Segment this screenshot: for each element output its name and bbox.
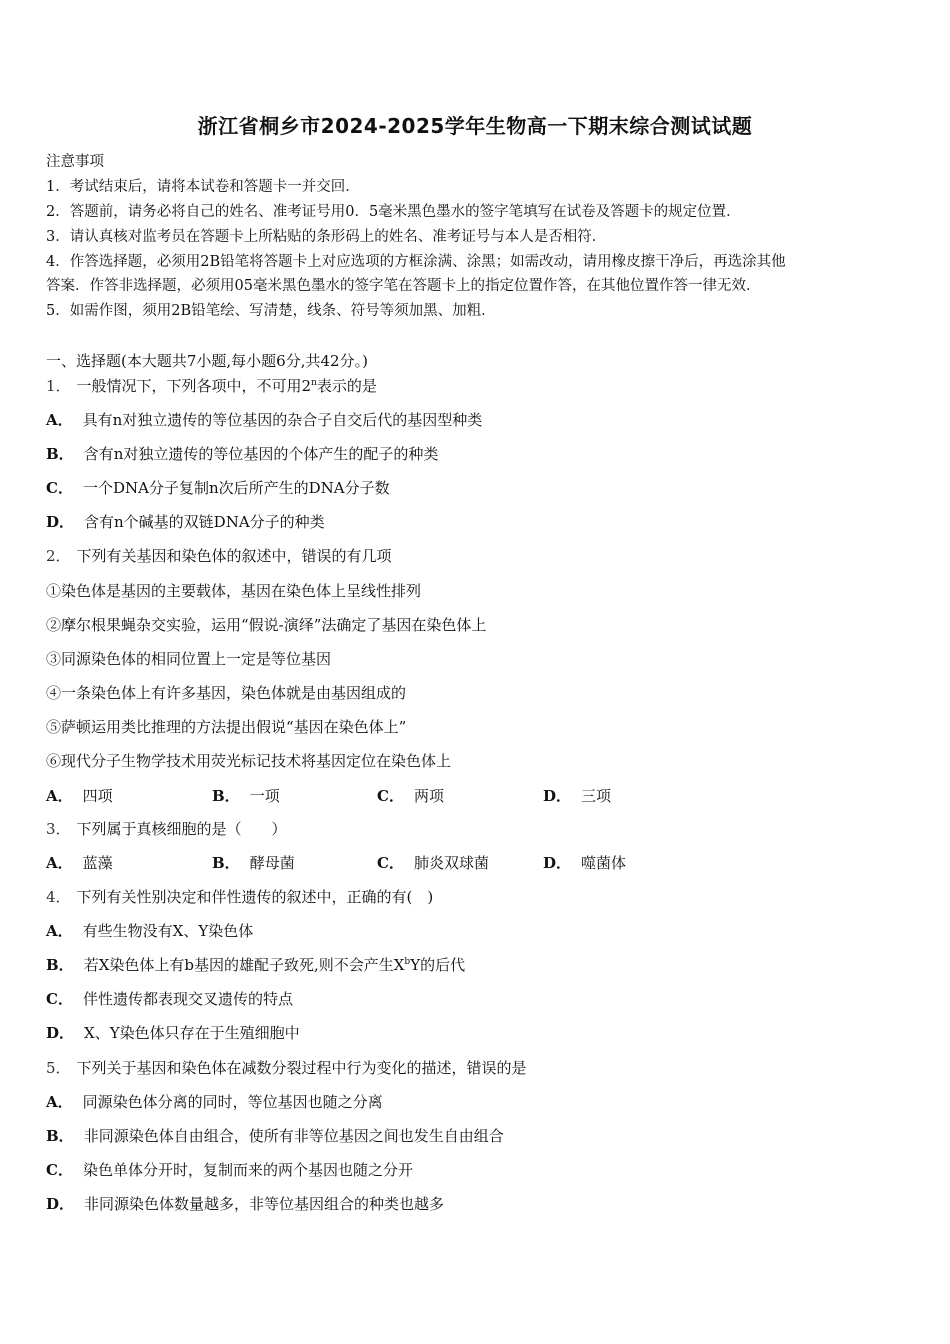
- question-2-option-b[interactable]: [212, 786, 280, 806]
- option-text: 四项: [82, 787, 113, 805]
- option-label: D．: [46, 1024, 75, 1042]
- option-label: A．: [46, 1093, 73, 1111]
- question-4-option-d[interactable]: [46, 1023, 300, 1043]
- question-2-option-c[interactable]: [377, 786, 444, 806]
- option-label: B．: [46, 1127, 74, 1145]
- option-text: 非同源染色体自由组合，使所有非等位基因之间也发生自由组合: [83, 1127, 504, 1145]
- question-3-option-d[interactable]: [543, 853, 626, 873]
- option-label: A．: [46, 411, 73, 429]
- section-heading: 一、选择题(本大题共7小题,每小题6分,共42分。): [46, 352, 368, 370]
- option-label: A．: [46, 854, 73, 872]
- question-2-option-d[interactable]: [543, 786, 611, 806]
- option-label: A．: [46, 787, 73, 805]
- option-text: 噬菌体: [581, 854, 627, 872]
- question-5-stem: [46, 1058, 527, 1078]
- question-number: 3．: [46, 820, 71, 838]
- question-5-option-c[interactable]: [46, 1160, 413, 1180]
- notice-item: 5．如需作图，须用2B铅笔绘、写清楚，线条、符号等须加黑、加粗．: [46, 303, 496, 319]
- option-text: 一项: [249, 787, 280, 805]
- option-label: B．: [212, 854, 240, 872]
- statement: ⑥现代分子生物学技术用荧光标记技术将基因定位在染色体上: [46, 752, 452, 770]
- question-number: 2．: [46, 547, 71, 565]
- option-label: D．: [46, 513, 75, 531]
- option-text: Y的后代: [410, 956, 466, 974]
- option-text: 含有n个碱基的双链DNA分子的种类: [84, 513, 325, 531]
- question-3-option-b[interactable]: [212, 853, 295, 873]
- question-text: 下列关于基因和染色体在减数分裂过程中行为变化的描述，错误的是: [76, 1059, 527, 1077]
- question-text: 下列属于真核细胞的是（ ）: [76, 820, 287, 838]
- option-text: 蓝藻: [82, 854, 113, 872]
- question-5-option-b[interactable]: [46, 1126, 504, 1146]
- question-text: 一般情况下，下列各项中，不可用2: [76, 377, 312, 395]
- option-text: 伴性遗传都表现交叉遗传的特点: [82, 990, 293, 1008]
- option-label: B．: [46, 956, 74, 974]
- option-text: 一个DNA分子复制n次后所产生的DNA分子数: [82, 479, 390, 497]
- question-4-option-b[interactable]: [46, 955, 465, 975]
- option-text: 同源染色体分离的同时，等位基因也随之分离: [82, 1093, 383, 1111]
- question-number: 5．: [46, 1059, 71, 1077]
- option-text: 若X染色体上有b基因的雄配子致死,则不会产生X: [83, 956, 405, 974]
- question-1-option-c[interactable]: [46, 478, 390, 498]
- notice-item: 2．答题前，请务必将自己的姓名、准考证号用0．5毫米黑色墨水的签字笔填写在试卷及答题卡的规定位置．: [46, 204, 741, 220]
- option-label: C．: [377, 854, 404, 872]
- question-1-option-a[interactable]: [46, 410, 482, 430]
- statement: ④一条染色体上有许多基因，染色体就是由基因组成的: [46, 684, 407, 702]
- question-1-option-d[interactable]: [46, 512, 325, 532]
- page-title: 浙江省桐乡市2024-2025学年生物高一下期末综合测试试题: [197, 114, 753, 138]
- question-number: 1．: [46, 377, 71, 395]
- option-label: D．: [46, 1195, 75, 1213]
- notice-item: 3．请认真核对监考员在答题卡上所粘贴的条形码上的姓名、准考证号与本人是否相符．: [46, 229, 607, 245]
- question-text: 下列有关基因和染色体的叙述中，错误的有几项: [76, 547, 392, 565]
- notice-item: 4．作答选择题，必须用2B铅笔将答题卡上对应选项的方框涂满、涂黑；如需改动，请用橡皮擦干净后，再选涂其他: [46, 254, 786, 270]
- option-text: 肺炎双球菌: [413, 854, 489, 872]
- option-text: X、Y染色体只存在于生殖细胞中: [84, 1024, 300, 1042]
- option-label: C．: [377, 787, 404, 805]
- question-text: 下列有关性别决定和伴性遗传的叙述中，正确的有( ): [76, 888, 434, 906]
- question-5-option-a[interactable]: [46, 1092, 383, 1112]
- question-3-option-c[interactable]: [377, 853, 489, 873]
- question-4-option-c[interactable]: [46, 989, 293, 1009]
- statement: ⑤萨顿运用类比推理的方法提出假说“基因在染色体上”: [46, 718, 407, 736]
- question-4-option-a[interactable]: [46, 921, 253, 941]
- option-text: 非同源染色体数量越多，非等位基因组合的种类也越多: [84, 1195, 445, 1213]
- superscript: b: [404, 957, 411, 967]
- option-text: 有些生物没有X、Y染色体: [82, 922, 254, 940]
- question-5-option-d[interactable]: [46, 1194, 444, 1214]
- question-3-option-a[interactable]: [46, 853, 113, 873]
- option-label: A．: [46, 922, 73, 940]
- option-label: B．: [212, 787, 240, 805]
- superscript: n: [311, 378, 317, 388]
- question-text: 表示的是: [316, 377, 377, 395]
- question-3-stem: [46, 819, 287, 839]
- question-2-stem: [46, 546, 392, 566]
- option-text: 具有n对独立遗传的等位基因的杂合子自交后代的基因型种类: [82, 411, 483, 429]
- option-text: 酵母菌: [249, 854, 295, 872]
- question-number: 4．: [46, 888, 71, 906]
- statement: ①染色体是基因的主要载体，基因在染色体上呈线性排列: [46, 582, 422, 600]
- notice-item: 1．考试结束后，请将本试卷和答题卡一并交回．: [46, 179, 360, 195]
- question-1-option-b[interactable]: [46, 444, 438, 464]
- statement: ③同源染色体的相同位置上一定是等位基因: [46, 650, 332, 668]
- option-text: 染色单体分开时，复制而来的两个基因也随之分开: [82, 1161, 413, 1179]
- question-2-option-a[interactable]: [46, 786, 113, 806]
- notice-heading: 注意事项: [46, 154, 104, 170]
- option-text: 含有n对独立遗传的等位基因的个体产生的配子的种类: [83, 445, 439, 463]
- option-text: 两项: [413, 787, 444, 805]
- question-4-stem: [46, 887, 433, 907]
- option-label: C．: [46, 990, 73, 1008]
- option-text: 三项: [581, 787, 612, 805]
- option-label: C．: [46, 1161, 73, 1179]
- statement: ②摩尔根果蝇杂交实验，运用“假说-演绎”法确定了基因在染色体上: [46, 616, 487, 634]
- question-1-stem: [46, 376, 377, 396]
- option-label: D．: [543, 787, 572, 805]
- option-label: D．: [543, 854, 572, 872]
- option-label: C．: [46, 479, 73, 497]
- notice-item: 答案．作答非选择题，必须用05毫米黑色墨水的签字笔在答题卡上的指定位置作答，在其他位置作答一律无效．: [46, 278, 761, 294]
- option-label: B．: [46, 445, 74, 463]
